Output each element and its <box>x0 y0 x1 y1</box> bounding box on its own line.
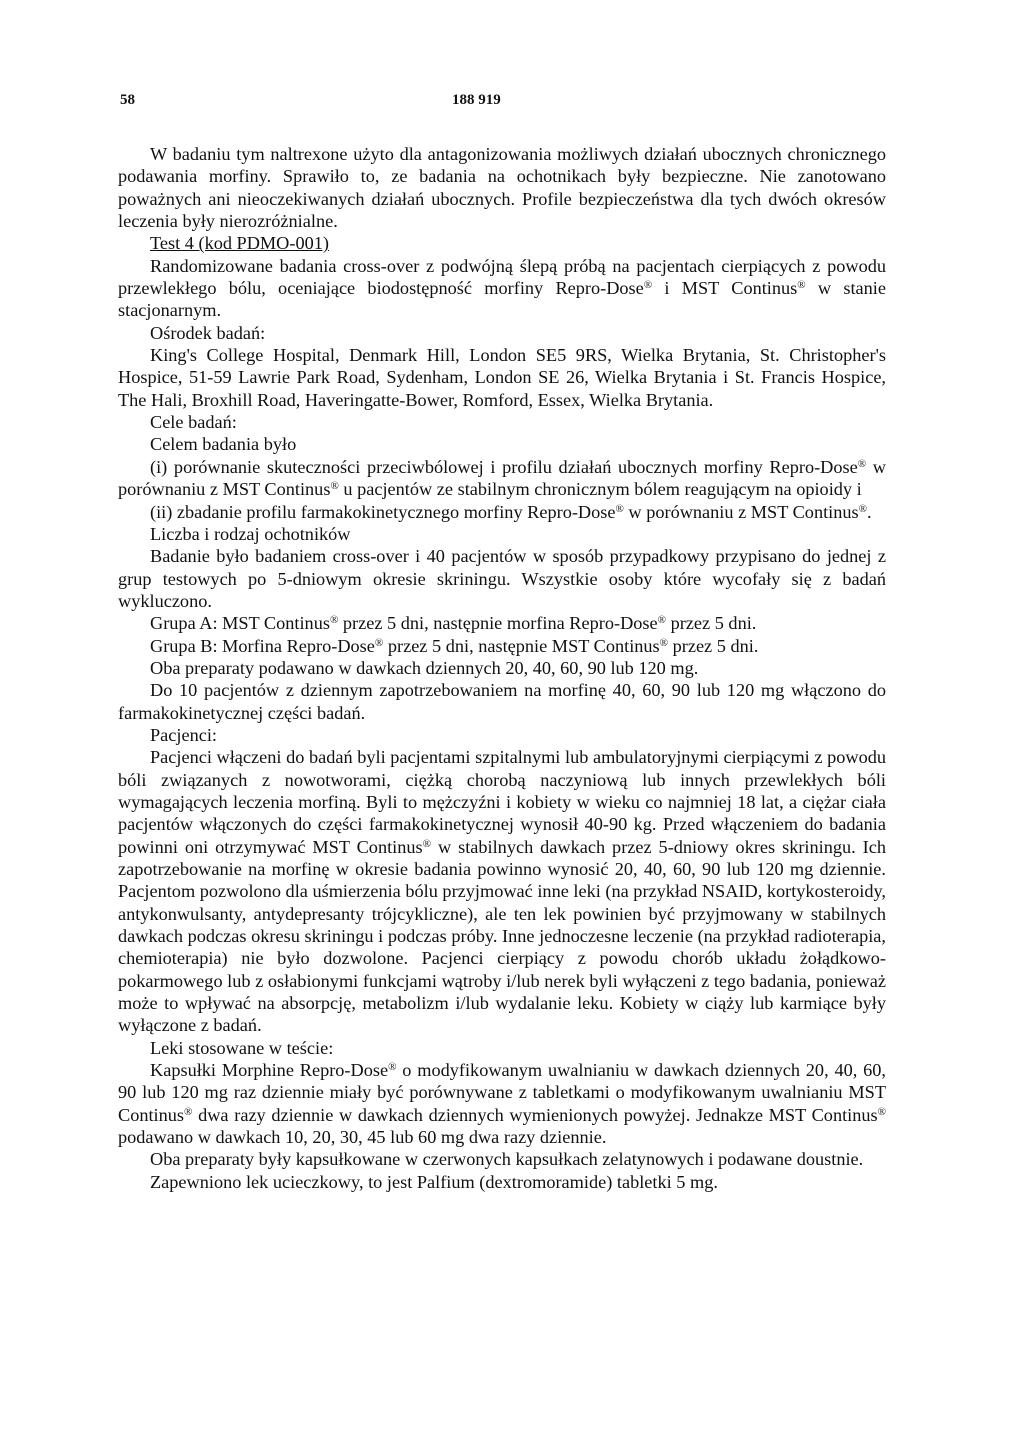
registered-mark: ® <box>857 457 867 470</box>
volunteers-label: Liczba i rodzaj ochotników <box>150 523 351 544</box>
paragraph-patients: Pacjenci włączeni do badań byli pacjentami szpitalnymi lub ambulatoryjnymi cierpiącymi z powodu bóli związanych z nowotworami, ciężką chorobą naczyniową lub innych przewlekłych bóli wymagających leczenia morfiną. Byli to mężczyźni i kobiety w wieku co najmniej 18 lat, a ciężar ciała pacjentów włączonych do części farmakokinetycznej wynosił 40-90 kg. Przed włączeniem do badania powinni oni otrzymywać MST Continus® w stabilnych dawkach przez 5-dniowy okres skriningu. Ich zapotrzebowanie na morfinę w okresie badania powinno wynosić 20, 40, 60, 90 lub 120 mg dziennie. Pacjentom pozwolono dla uśmierzenia bólu przyjmować inne leki (na przykład NSAID, kortykosteroidy, antykonwulsanty, antydepresanty trójcykliczne), ale ten lek powinien być przyjmowany w stabilnych dawkach podczas okresu skriningu i podczas próby. Inne jednoczesne leczenie (na przykład radioterapia, chemioterapia) nie było dozwolone. Pacjenci cierpiący z powodu chorób układu żołądkowo-pokarmowego lub z osłabionymi funkcjami wątroby i/lub nerek byli wyłączeni z tego badania, ponieważ może to wpływać na absorpcję, metabolizm i/lub wydalanie leku. Kobiety w ciąży lub karmiące były wyłączone z badań. <box>118 747 886 1036</box>
registered-mark: ® <box>184 1105 193 1118</box>
drugs-label: Leki stosowane w teście: <box>150 1037 334 1058</box>
registered-mark: ® <box>422 837 432 850</box>
registered-mark: ® <box>659 636 669 649</box>
aims-intro: Celem badania było <box>150 434 297 455</box>
group-b: Grupa B: Morfina Repro-Dose® przez 5 dni, następnie MST Continus® przez 5 dni. <box>150 635 759 656</box>
page-number: 58 <box>120 92 135 108</box>
group-a: Grupa A: MST Continus® przez 5 dni, następnie morfina Repro-Dose® przez 5 dni. <box>150 613 757 634</box>
registered-mark: ® <box>657 614 666 627</box>
paragraph-pk-subset: Do 10 pacjentów z dziennym zapotrzebowaniem na morfinę 40, 60, 90 lub 120 mg włączono do farmakokinetycznej części badań. <box>118 680 886 723</box>
paragraph-capsules: Oba preparaty były kapsułkowane w czerwonych kapsułkach zelatynowych i podawane doustnie. <box>150 1149 864 1170</box>
patients-label: Pacjenci: <box>150 724 218 745</box>
paragraph-rescue-medication: Zapewniono lek ucieczkowy, to jest Palfium (dextromoramide) tabletki 5 mg. <box>150 1171 718 1192</box>
aim-2: (ii) zbadanie profilu farmakokinetycznego morfiny Repro-Dose® w porównaniu z MST Continus®. <box>150 501 872 522</box>
test-heading <box>118 232 886 254</box>
site-label: Ośrodek badań: <box>150 322 266 343</box>
registered-mark: ® <box>797 279 806 292</box>
paragraph-sites: King's College Hospital, Denmark Hill, London SE5 9RS, Wielka Brytania, St. Christopher's Hospice, 51-59 Lawrie Park Road, Sydenham, London SE 26, Wielka Brytania i St. Francis Hospice, The Hali, Broxhill Road, Haveringatte-Bower, Romford, Essex, Wielka Brytania. <box>118 345 886 410</box>
registered-mark: ® <box>388 1061 397 1074</box>
registered-mark: ® <box>329 614 339 627</box>
registered-mark: ® <box>858 502 868 515</box>
test-heading-text: Test 4 (kod PDMO-001) <box>150 233 329 254</box>
registered-mark: ® <box>374 636 384 649</box>
paragraph-volunteers: Badanie było badaniem cross-over i 40 pacjentów w sposób przypadkowy przypisano do jednej z grup testowych po 5-dniowym okresie skriningu. Wszystkie osoby które wycofały się z badań wykluczono. <box>118 546 886 611</box>
registered-mark: ® <box>643 279 653 292</box>
registered-mark: ® <box>615 502 624 515</box>
page-header <box>120 92 890 116</box>
paragraph-naltrexone: W badaniu tym naltrexone użyto dla antagonizowania możliwych działań ubocznych chronicznego podawania morfiny. Sprawiło to, ze badania na ochotnikach były bezpieczne. Nie zanotowano poważnych ani nieoczekiwanych działań ubocznych. Profile bezpieczeństwa dla tych dwóch okresów leczenia były nierozróżnialne. <box>118 144 886 232</box>
paragraph-drugs: Kapsułki Morphine Repro-Dose® o modyfikowanym uwalnianiu w dawkach dziennych 20, 40, 60, 90 lub 120 mg raz dziennie miały być porównywane z tabletkami o modyfikowanym uwalnianiu MST Continus® dwa razy dziennie w dawkach dziennych wymienionych powyżej. Jednakze MST Continus® podawano w dawkach 10, 20, 30, 45 lub 60 mg dwa razy dziennie. <box>118 1060 886 1148</box>
document-number: 188 919 <box>452 92 501 108</box>
aim-1: (i) porównanie skuteczności przeciwbólowej i profilu działań ubocznych morfiny Repro-Dose® w porównaniu z MST Continus® u pacjentów ze stabilnym chronicznym bólem reagującym na opioidy i <box>118 456 886 500</box>
paragraph-doses: Oba preparaty podawano w dawkach dziennych 20, 40, 60, 90 lub 120 mg. <box>150 657 699 678</box>
registered-mark: ® <box>877 1105 886 1118</box>
registered-mark: ® <box>330 480 339 493</box>
paragraph-study-description: Randomizowane badania cross-over z podwójną ślepą próbą na pacjentach cierpiących z powodu przewlekłego bólu, oceniające biodostępność morfiny Repro-Dose® i MST Continus® w stanie stacjonarnym. <box>118 255 886 321</box>
document-body <box>118 143 886 1193</box>
aims-label: Cele badań: <box>150 412 237 433</box>
